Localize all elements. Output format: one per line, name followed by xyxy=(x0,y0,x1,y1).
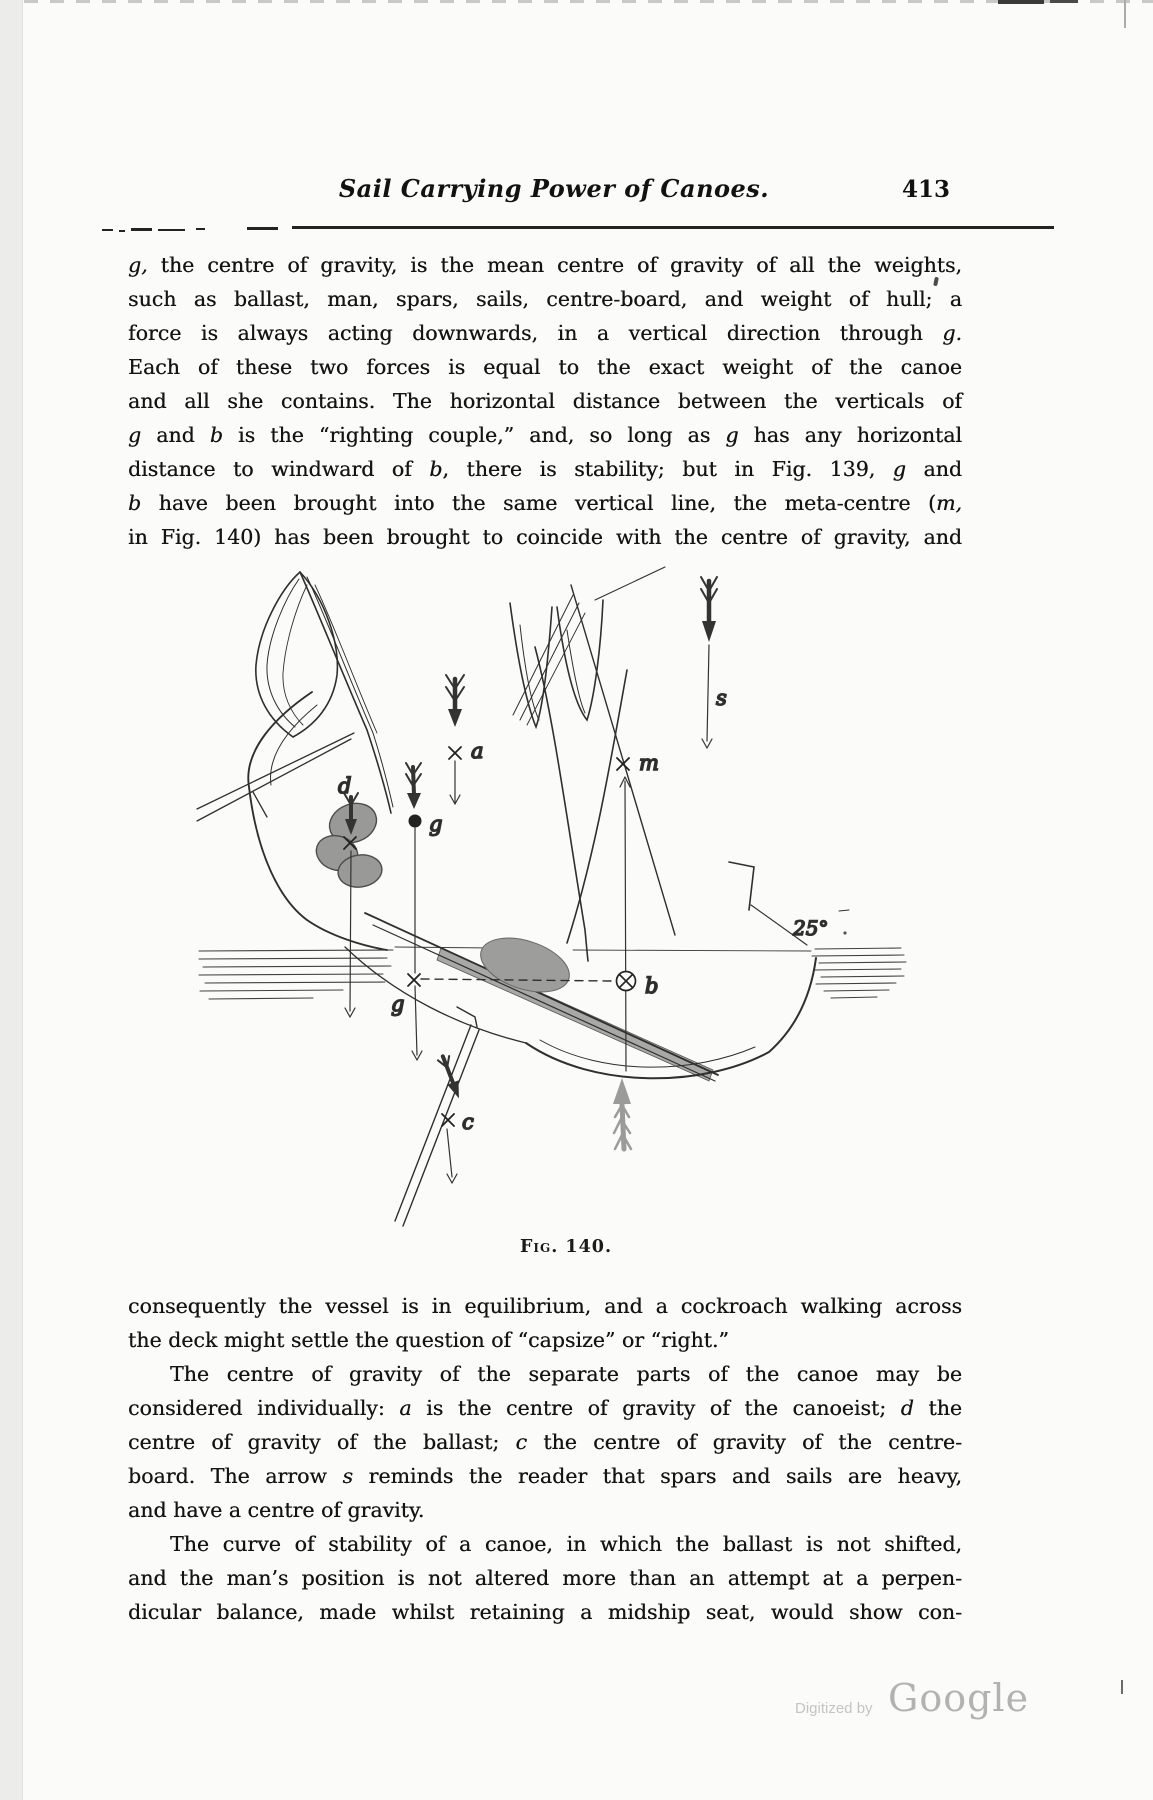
italic-text-segment: c xyxy=(515,1430,528,1454)
text-segment: The centre of gravity of the separate parts of the canoe may be xyxy=(170,1362,962,1386)
text-segment: distance to windward of xyxy=(128,457,430,481)
construction-lines xyxy=(345,645,712,1183)
text-line xyxy=(128,418,962,452)
text-segment: reminds the reader that spars and sails are heavy, xyxy=(352,1464,962,1488)
label-m: m xyxy=(639,751,659,775)
sail-main-lobes xyxy=(510,567,665,727)
ballast-shapes xyxy=(312,797,384,890)
text-segment: have been brought into the same vertical line, the meta-centre ( xyxy=(141,491,937,515)
text-segment: and xyxy=(905,457,962,481)
text-segment: considered individually: xyxy=(128,1396,400,1420)
heel-angle-marks xyxy=(729,862,849,945)
weight-arrow-g xyxy=(406,763,421,809)
italic-text-segment: g. xyxy=(942,321,962,345)
italic-text-segment: s xyxy=(342,1464,353,1488)
text-line xyxy=(128,1357,962,1391)
text-segment: is the “righting couple,” and, so long as xyxy=(222,423,726,447)
sail-leech-curve-2 xyxy=(567,670,627,943)
italic-text-segment: b xyxy=(429,457,443,481)
label-c: c xyxy=(462,1110,474,1134)
text-segment: has any horizontal xyxy=(738,423,962,447)
text-line xyxy=(128,1561,962,1595)
italic-text-segment: g xyxy=(128,423,142,447)
text-line xyxy=(128,282,962,316)
text-segment: and xyxy=(141,423,210,447)
paragraph xyxy=(128,248,962,554)
text-line xyxy=(128,316,962,350)
label-a: a xyxy=(471,739,484,763)
text-segment: and all she contains. The horizontal distance between the verticals of xyxy=(128,389,962,413)
text-segment: and the man’s position is not altered more than an attempt at a perpen- xyxy=(128,1566,962,1590)
running-head-title: Sail Carrying Power of Canoes. xyxy=(338,174,770,203)
paragraph xyxy=(128,1289,962,1357)
weight-arrow-a xyxy=(446,675,464,727)
page-left-edge-shadow xyxy=(0,0,23,1800)
spar-left xyxy=(197,733,354,821)
text-segment: centre of gravity of the ballast; xyxy=(128,1430,516,1454)
paragraph xyxy=(128,1357,962,1527)
label-g-lower: g xyxy=(391,992,405,1016)
scan-artifact-line xyxy=(1124,0,1126,28)
text-line xyxy=(128,1595,962,1629)
scan-artifact-line xyxy=(1121,1680,1123,1694)
page-top-edge-artifact xyxy=(24,0,1153,3)
italic-text-segment: b xyxy=(209,423,223,447)
italic-text-segment: g xyxy=(892,457,906,481)
text-segment: The curve of stability of a canoe, in which the ballast is not shifted, xyxy=(170,1532,962,1556)
scan-artifact-dash xyxy=(1050,0,1078,3)
text-line xyxy=(128,1527,962,1561)
italic-text-segment: g xyxy=(725,423,739,447)
text-segment: , there is stability; but in Fig. 139, xyxy=(442,457,893,481)
page-number: 413 xyxy=(901,176,950,203)
text-line xyxy=(128,248,962,282)
text-line xyxy=(128,452,962,486)
watermark-digitized-by: Digitized by xyxy=(795,1700,873,1717)
text-line xyxy=(128,1391,962,1425)
text-segment: and have a centre of gravity. xyxy=(128,1498,425,1522)
centre-of-buoyancy-symbol xyxy=(617,972,636,991)
label-g-upper: g xyxy=(429,812,443,836)
text-segment: dicular balance, made whilst retaining a midship seat, would show con- xyxy=(128,1600,962,1624)
italic-text-segment: g, xyxy=(128,253,148,277)
text-line xyxy=(128,1289,962,1323)
figure-140-illustration xyxy=(195,555,910,1255)
italic-text-segment: m, xyxy=(936,491,962,515)
text-line xyxy=(128,1459,962,1493)
mast-line xyxy=(571,585,675,935)
text-segment: in Fig. 140) has been brought to coincide with the centre of gravity, and xyxy=(128,525,962,549)
text-line xyxy=(128,384,962,418)
text-segment: is the centre of gravity of the canoeist; xyxy=(411,1396,901,1420)
text-segment: board. The arrow xyxy=(128,1464,343,1488)
text-line xyxy=(128,1493,962,1527)
label-d: d xyxy=(338,774,352,798)
centre-of-gravity-dot xyxy=(409,815,422,828)
italic-text-segment: a xyxy=(399,1396,412,1420)
text-segment: Each of these two forces is equal to the exact weight of the canoe xyxy=(128,355,962,379)
text-segment: force is always acting downwards, in a vertical direction through xyxy=(128,321,943,345)
italic-text-segment: b xyxy=(128,491,142,515)
text-segment: the centre of gravity, is the mean centre of gravity of all the weights, xyxy=(147,253,962,277)
text-line xyxy=(128,1323,962,1357)
buoyancy-arrow xyxy=(613,1078,631,1149)
text-line xyxy=(128,350,962,384)
text-segment: the deck might settle the question of “capsize” or “right.” xyxy=(128,1328,729,1352)
text-segment: the centre of gravity of the centre- xyxy=(527,1430,962,1454)
hull xyxy=(248,692,816,1081)
figure-caption: Fig. 140. xyxy=(519,1237,613,1257)
watermark-google-logo: Google xyxy=(888,1676,1030,1720)
text-segment: the xyxy=(913,1396,962,1420)
text-segment: consequently the vessel is in equilibrium, and a cockroach walking across xyxy=(128,1294,962,1318)
scan-artifact-dash xyxy=(998,0,1044,4)
label-b: b xyxy=(645,974,659,998)
text-line xyxy=(128,486,962,520)
label-s: s xyxy=(716,686,727,710)
text-segment: such as ballast, man, spars, sails, centre-board, and weight of hull; a xyxy=(128,287,962,311)
label-heel-angle: 25° xyxy=(793,916,829,940)
italic-text-segment: d xyxy=(900,1396,914,1420)
text-line xyxy=(128,520,962,554)
sail-left-lobe xyxy=(256,572,393,813)
paragraph xyxy=(128,1527,962,1629)
weight-arrow-s xyxy=(701,577,717,642)
text-line xyxy=(128,1425,962,1459)
